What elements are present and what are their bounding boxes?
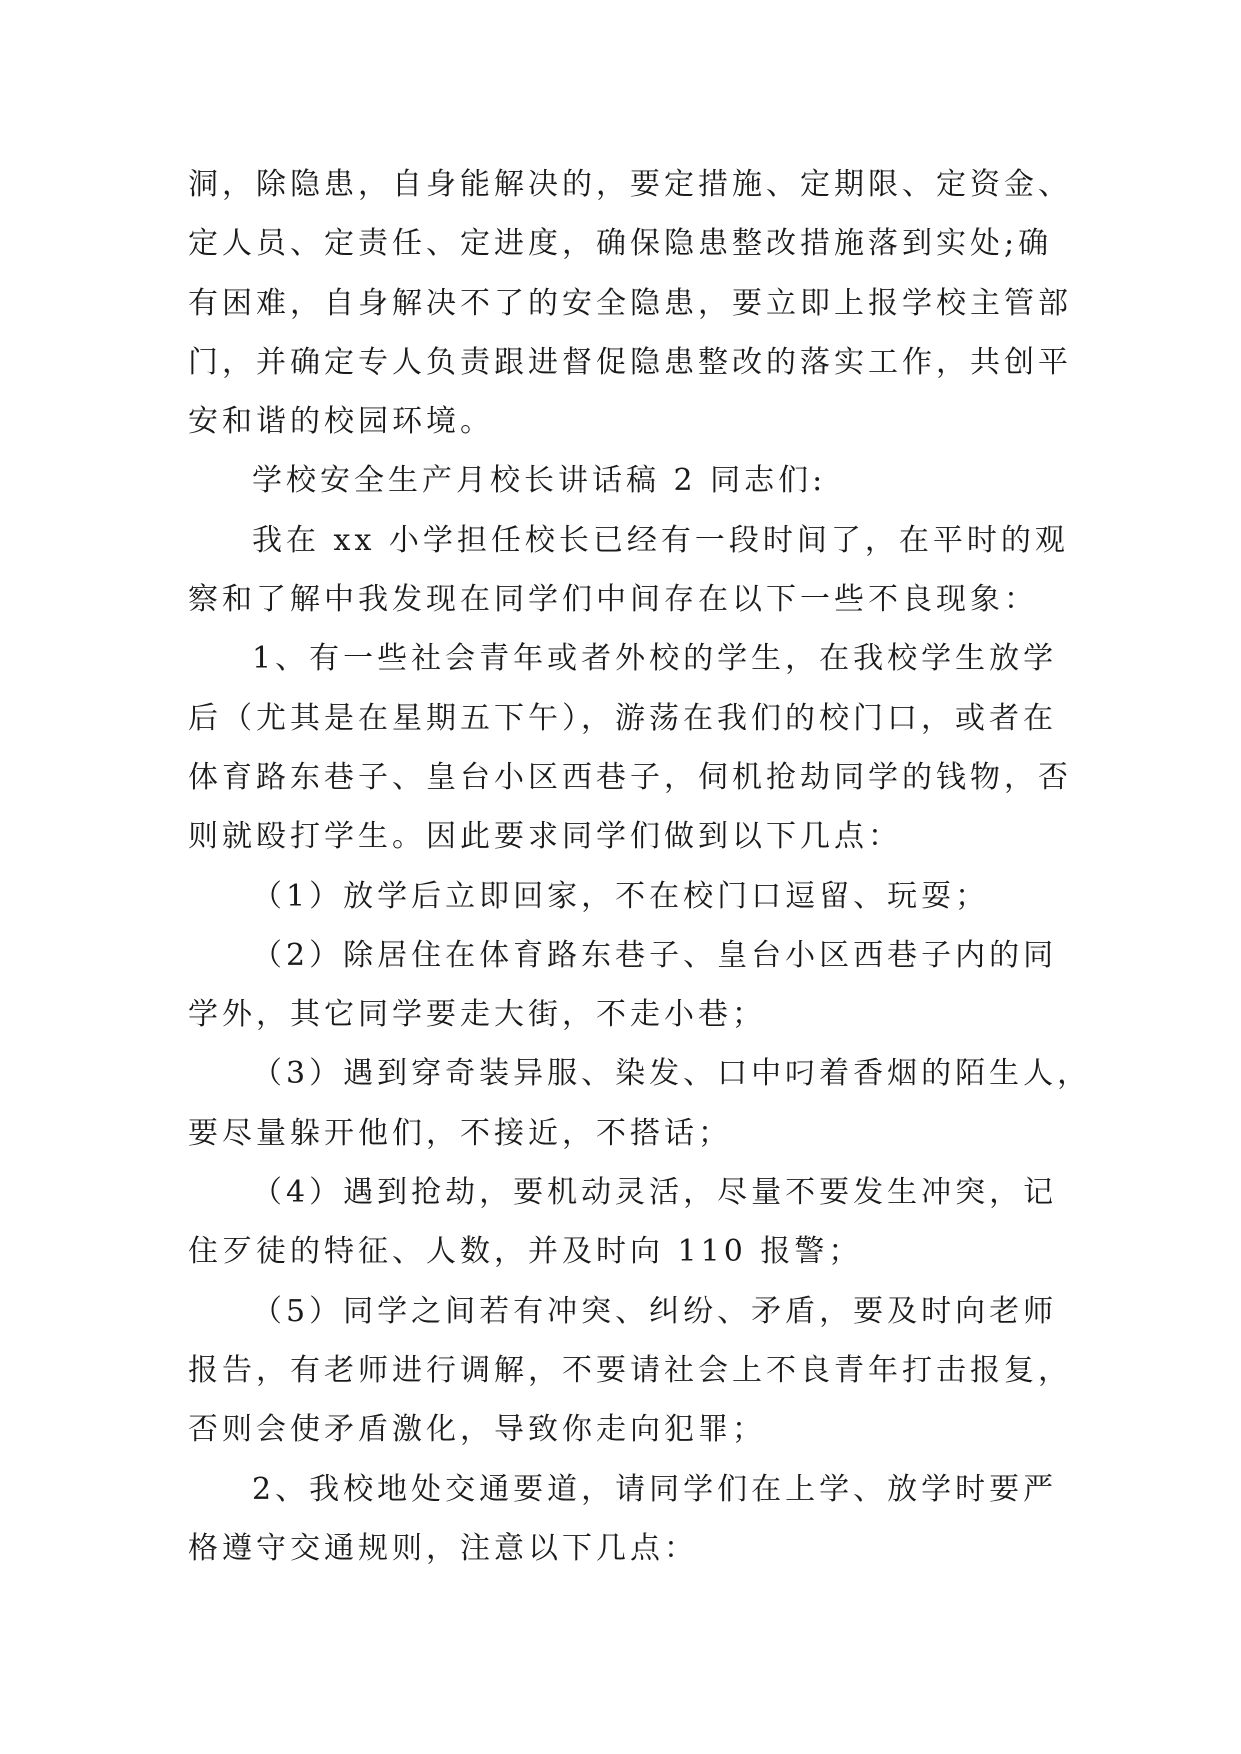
list-item-1: 1、有一些社会青年或者外校的学生，在我校学生放学	[252, 641, 1058, 677]
text-line: 门，并确定专人负责跟进督促隐患整改的落实工作，共创平	[188, 344, 1072, 380]
text-line: 体育路东巷子、皇台小区西巷子，伺机抢劫同学的钱物，否	[188, 759, 1072, 795]
text-line: 学外，其它同学要走大街，不走小巷；	[188, 997, 766, 1033]
sub-item-4: （4）遇到抢劫，要机动灵活，尽量不要发生冲突，记	[252, 1175, 1058, 1211]
sub-item-3: （3）遇到穿奇装异服、染发、口中叼着香烟的陌生人，	[252, 1056, 1092, 1092]
sub-item-2: （2）除居住在体育路东巷子、皇台小区西巷子内的同	[252, 937, 1058, 973]
text-line: 后（尤其是在星期五下午），游荡在我们的校门口，或者在	[188, 700, 1057, 736]
sub-item-5: （5）同学之间若有冲突、纠纷、矛盾，要及时向老师	[252, 1293, 1058, 1329]
sub-item-1: （1）放学后立即回家，不在校门口逗留、玩耍；	[252, 878, 990, 914]
text-line: 有困难，自身解决不了的安全隐患，要立即上报学校主管部	[188, 285, 1072, 321]
text-line: 格遵守交通规则，注意以下几点：	[188, 1530, 698, 1566]
text-line: 我在 xx 小学担任校长已经有一段时间了，在平时的观	[252, 522, 1069, 558]
text-line: 定人员、定责任、定进度，确保隐患整改措施落到实处;确	[188, 226, 1053, 262]
text-line: 洞，除隐患，自身能解决的，要定措施、定期限、定资金、	[188, 167, 1072, 202]
text-line: 否则会使矛盾激化，导致你走向犯罪；	[188, 1412, 766, 1448]
list-item-2: 2、我校地处交通要道，请同学们在上学、放学时要严	[252, 1471, 1058, 1507]
speech-title-line: 学校安全生产月校长讲话稿 2 同志们:	[252, 463, 827, 499]
body-text	[188, 155, 1092, 1578]
text-line: 住歹徒的特征、人数，并及时向 110 报警；	[188, 1234, 863, 1270]
text-line: 安和谐的校园环境。	[188, 404, 494, 440]
text-line: 要尽量躲开他们，不接近，不搭话；	[188, 1115, 732, 1151]
text-line: 则就殴打学生。因此要求同学们做到以下几点：	[188, 819, 902, 855]
text-line: 报告，有老师进行调解，不要请社会上不良青年打击报复，	[188, 1352, 1072, 1388]
text-line: 察和了解中我发现在同学们中间存在以下一些不良现象：	[188, 582, 1038, 618]
